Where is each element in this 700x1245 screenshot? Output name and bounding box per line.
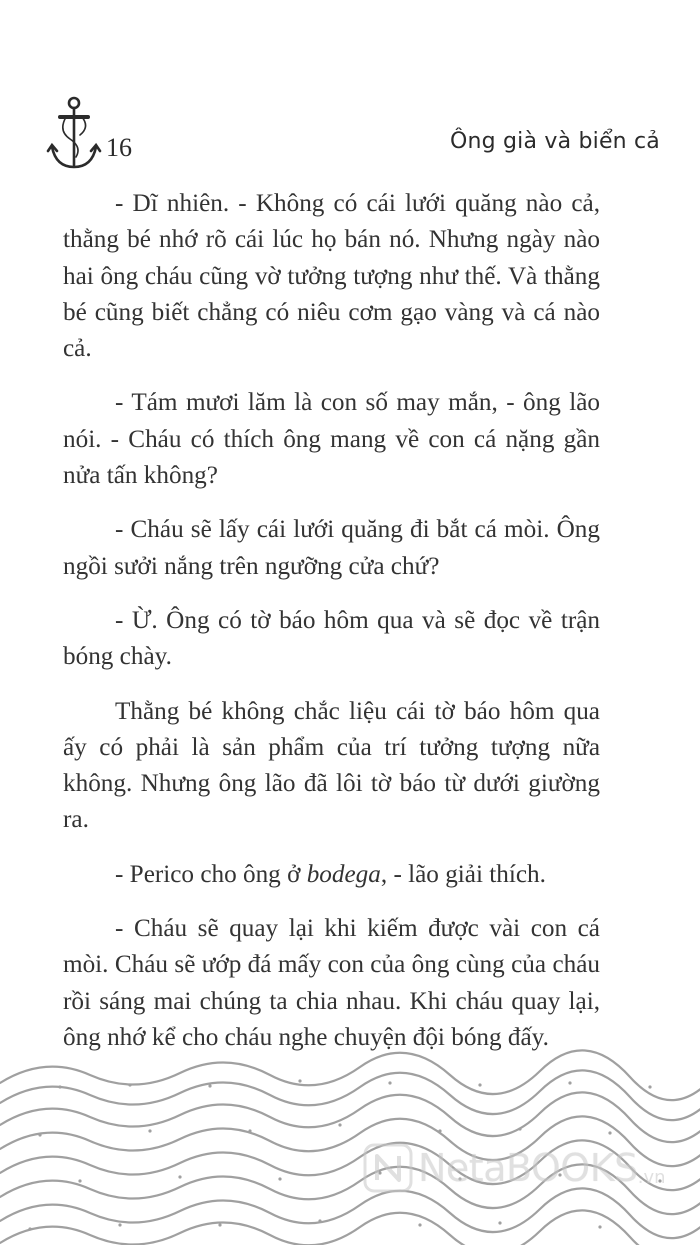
paragraph — [63, 694, 600, 839]
text-run: - Cháu sẽ quay lại khi kiếm được vài con cá mòi. Cháu sẽ ướp đá mấy con của ông cùng của cháu rồi sáng mai chúng ta chia nhau. Khi cháu quay lại, ông nhớ kể cho cháu nghe chuyện đội bóng đấy. — [63, 915, 600, 1051]
body-text — [63, 186, 600, 1074]
italic-text: bodega — [306, 860, 381, 888]
paragraph — [63, 186, 600, 367]
paragraph — [63, 603, 600, 676]
anchor-icon — [46, 95, 102, 175]
text-run: , - lão giải thích. — [380, 860, 546, 888]
paragraph — [63, 385, 600, 494]
watermark-ext: .vn — [637, 1167, 666, 1188]
text-run: - Perico cho ông ở — [115, 860, 307, 888]
text-run: - Dĩ nhiên. - Không có cái lưới quăng nào cả, thằng bé nhớ rõ cái lúc họ bán nó. Nhưng ngày nào hai ông cháu cũng vờ tưởng tượng như thế. Và thằng bé cũng biết chẳng có niêu cơm gạo vàng và cá nào cả. — [63, 190, 600, 363]
page-number: 16 — [106, 133, 132, 162]
netabooks-logo-icon — [362, 1142, 414, 1194]
watermark-brand: NetaBOOKS — [418, 1146, 638, 1190]
book-title: Ông già và biển cả — [450, 129, 660, 154]
paragraph — [63, 911, 600, 1056]
text-run: - Ừ. Ông có tờ báo hôm qua và sẽ đọc về trận bóng chày. — [63, 606, 600, 671]
text-run: Thằng bé không chắc liệu cái tờ báo hôm qua ấy có phải là sản phẩm của trí tưởng tượng nữa không. Nhưng ông lão đã lôi tờ báo từ dưới giường ra. — [63, 697, 600, 834]
watermark — [362, 1138, 666, 1198]
text-run: - Cháu sẽ lấy cái lưới quăng đi bắt cá mòi. Ông ngồi sưởi nắng trên ngưỡng cửa chứ? — [63, 516, 600, 580]
paragraph — [63, 857, 600, 893]
page-header — [40, 95, 660, 175]
paragraph — [63, 512, 600, 585]
text-run: - Tám mươi lăm là con số may mắn, - ông lão nói. - Cháu có thích ông mang về con cá nặng gần nửa tấn không? — [63, 389, 600, 490]
